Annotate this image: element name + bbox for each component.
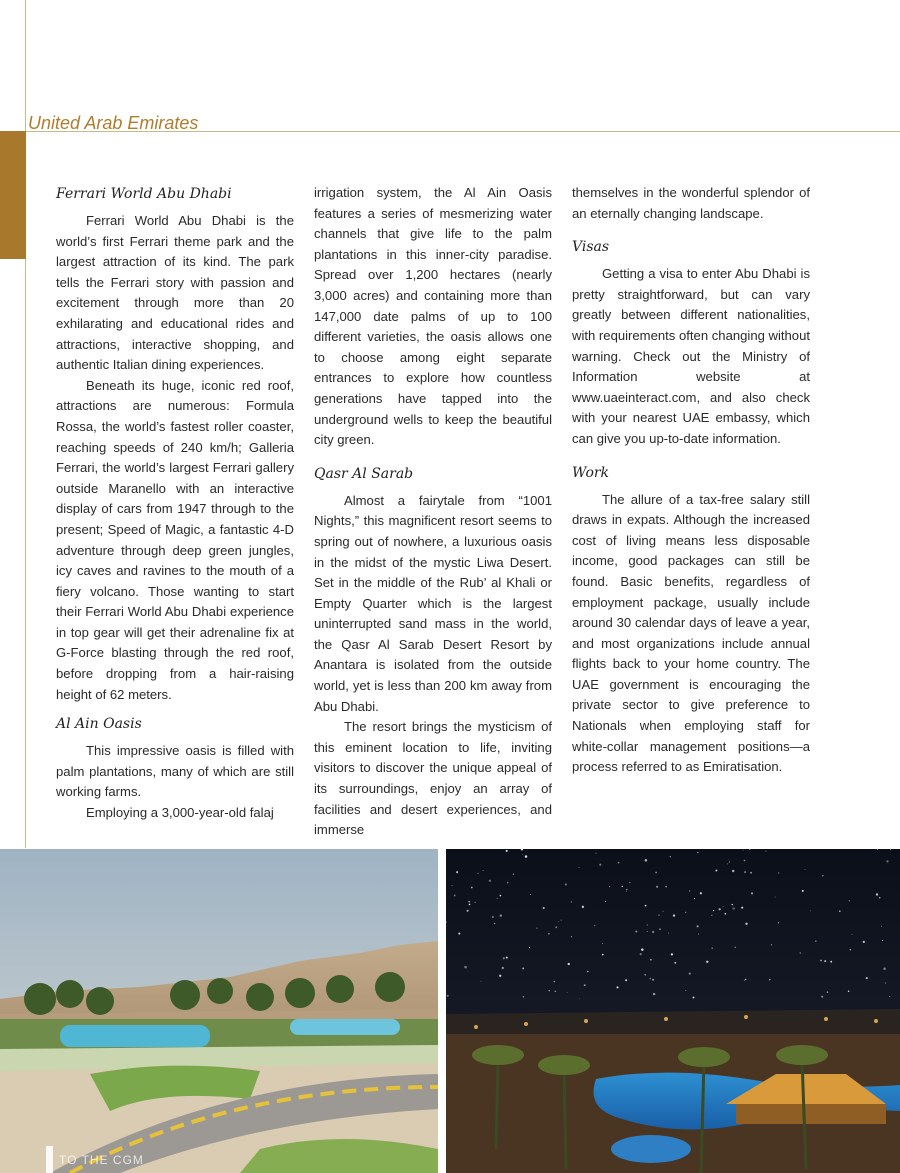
ferrari-paragraph-2: Beneath its huge, iconic red roof, attractions are numerous: Formula Rossa, the world’s fastest roller coaster, reaching speeds of 240 km/h; Galleria Ferrari, the world’s largest Ferrari gallery outside Maranello with an interactive display of cars from 1947 through to the present; Speed of Magic, a fantastic 4-D adventure through deep green jungles, icy caves and ravines to the mouth of a fiery volcano. Those wanting to start their Ferrari World Abu Dhabi experience in top gear will get their adrenaline fix at G-Force blasting through the red roof, before dropping from a hair-raising height of 62 meters. <box>56 377 294 702</box>
qasr-paragraph-1: Almost a fairytale from “1001 Nights,” this magnificent resort seems to spring out of nowhere, a luxurious oasis in the midst of the mystic Liwa Desert. Set in the middle of the Rub’ al Khali or Empty Quarter which is the largest uninterrupted sand mass in the world, the Qasr Al Sarab Desert Resort by Anantara is isolated from the outside world, yet is less than 200 km away from Abu Dhabi. <box>314 492 552 714</box>
alain-paragraph-1: This impressive oasis is filled with palm plantations, many of which are still working farms. <box>56 743 294 800</box>
text-column-2 <box>314 183 552 841</box>
text-column-3 <box>572 183 810 778</box>
margin-rule-vertical <box>25 0 26 848</box>
heading-qasr-al-sarab: Qasr Al Sarab <box>314 465 414 482</box>
heading-al-ain-oasis: Al Ain Oasis <box>56 716 142 733</box>
section-side-tab <box>0 131 26 259</box>
photo-desert-resort-day <box>0 849 438 1173</box>
alain-paragraph-2-start: Employing a 3,000-year-old falaj <box>86 805 274 821</box>
footer <box>46 1146 144 1173</box>
heading-work: Work <box>572 464 610 481</box>
ferrari-paragraph-1: Ferrari World Abu Dhabi is the world’s first Ferrari theme park and the largest attraction of its kind. The park tells the Ferrari story with passion and excitement through more than 20 exhilarating and educational rides and attractions, interactive shopping, and authentic Italian dining experiences. <box>56 213 294 373</box>
qasr-paragraph-2-start: The resort brings the mysticism of this eminent location to life, inviting visitors to discover the unique appeal of its surroundings, enjoy an array of facilities and desert experiences, and immerse <box>314 719 552 838</box>
photo-desert-resort-night <box>446 849 900 1173</box>
footer-text[interactable]: TO THE CGM <box>59 1152 144 1167</box>
text-column-1 <box>56 183 294 824</box>
footer-marker <box>46 1146 53 1173</box>
section-title: United Arab Emirates <box>28 113 199 133</box>
visas-paragraph: Getting a visa to enter Abu Dhabi is pretty straightforward, but can vary greatly between different nationalities, with requirements often changing without warning. Check out the Ministry of Information website at www.uaeinteract.com, and also check with your nearest UAE embassy, which can give you up-to-date information. <box>572 266 811 446</box>
qasr-paragraph-2-continued: themselves in the wonderful splendor of an eternally changing landscape. <box>572 185 810 221</box>
work-paragraph: The allure of a tax-free salary still draws in expats. Although the increased cost of living means less disposable income, good packages can still be found. Basic benefits, regardless of employment package, usually include around 30 calendar days of leave a year, and most organizations include annual flights back to your home country. The UAE government is encouraging the private sector to give preference to Nationals when employing staff for white-collar management positions—a process referred to as Emiratisation. <box>572 491 810 775</box>
heading-ferrari-world: Ferrari World Abu Dhabi <box>56 186 232 202</box>
heading-visas: Visas <box>572 239 610 256</box>
alain-paragraph-2-continued: irrigation system, the Al Ain Oasis features a series of mesmerizing water channels that give life to the palm plantations in this inner-city paradise. Spread over 1,200 hectares (nearly 3,000 acres) and containing more than 147,000 date palms of up to 100 different varieties, the oasis allows one to choose among eight separate entrances to explore how countless generations have tapped into the underground wells to keep the beautiful city green. <box>314 185 552 448</box>
